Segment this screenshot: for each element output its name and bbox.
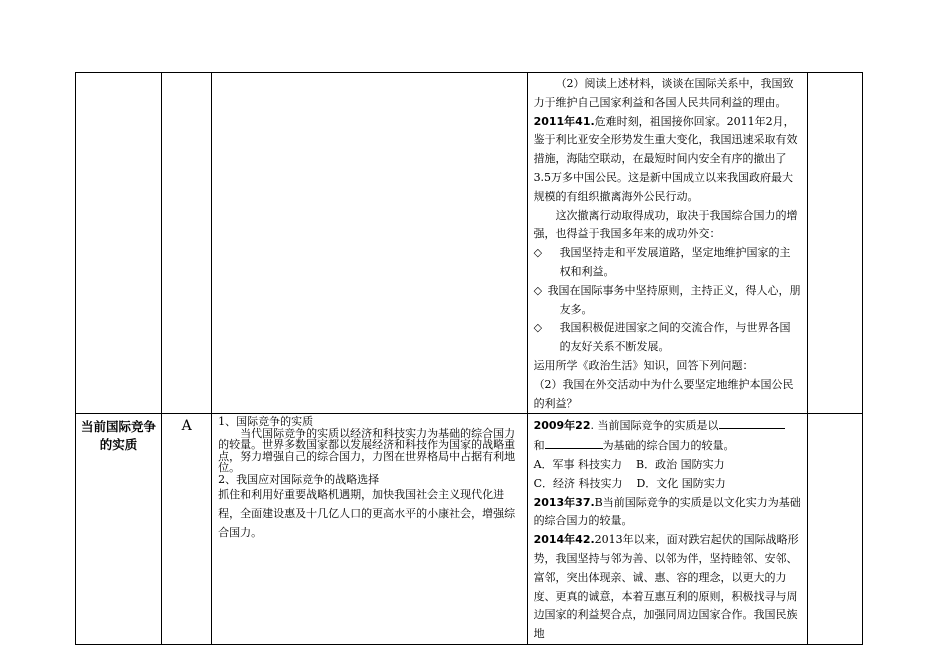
content-heading: 2、我国应对国际竞争的战略选择	[218, 472, 380, 486]
topic-title: 当前国际竞争的实质	[81, 419, 157, 453]
option-b: B．政治 国防实力	[636, 457, 725, 471]
table-row	[76, 73, 863, 414]
option-c: C．经济 科技实力	[533, 476, 623, 490]
content-cell	[212, 73, 527, 414]
answer-blank	[719, 416, 785, 429]
question-sub: （2）我国在外交活动中为什么要坚定地维护本国公民的利益？	[533, 377, 794, 410]
question-year-label: 2014年42.	[533, 533, 595, 547]
table-row	[76, 414, 863, 645]
content-cell	[212, 414, 527, 645]
question-2013: 2013年37.B当前国际竞争的实质是以文化实力为基础的综合国力的较量。	[533, 495, 801, 528]
list-item: ◇ 我国在国际事务中坚持原则，主持正义，得人心，朋友多。	[533, 283, 801, 316]
question-year-label: 2009年22	[533, 419, 591, 433]
question-2009-cont: 和 为基础的综合国力的较量。	[534, 436, 801, 456]
question-2014: 2014年42.2013年以来，面对跌宕起伏的国际战略形势，我国坚持与邻为善、以邻为伴，坚持睦邻、安邻、富邻，突出体现亲、诚、惠、容的理念，以更大的力度、更真的诚意，本着互惠互利的原则，积极找寻与周边国家的利益契合点，加强同周边国家合作。我国民族地	[533, 533, 799, 641]
question-year-label: 2013年37.	[533, 495, 595, 509]
question-year-label: 2011年41.	[533, 114, 595, 128]
list-item: ◇ 我国积极促进国家之间的交流合作，与世界各国的友好关系不断发展。	[533, 321, 791, 354]
question-para: 这次撤离行动取得成功，取决于我国综合国力的增强，也得益于我国多年来的成功外交：	[533, 208, 798, 241]
diamond-icon: ◇	[533, 283, 543, 297]
questions-cell	[527, 73, 807, 414]
diamond-icon: ◇	[533, 321, 543, 335]
question-2009: 2009年22. 当前国际竞争的实质是以	[534, 416, 801, 436]
level-label: A	[181, 418, 192, 435]
answer-blank	[545, 436, 603, 449]
topic-cell	[76, 73, 162, 414]
content-paragraph: 当代国际竞争的实质以经济和科技实力为基础的综合国力的较量。世界多数国家都以发展经济和科技作为国家的战略重点，努力增强自己的综合国力，力图在世界格局中占据有利地位。	[218, 426, 516, 475]
diamond-icon: ◇	[533, 246, 543, 260]
knowledge-table	[75, 72, 863, 645]
question-text: （2）阅读上述材料，谈谈在国际关系中，我国致力于维护自己国家利益和各国人民共同利益的理由。	[533, 77, 794, 109]
questions-cell	[527, 414, 807, 645]
question-body: 危难时刻，祖国接你回家。2011年2月，鉴于利比亚安全形势发生重大变化，我国迅速采取有效措施，海陆空联动，在最短时间内安全有序的撤出了3.5万多中国公民。这是新中国成立以来我国政府最大规模的有组织撤离海外公民行动。	[533, 114, 798, 203]
content-heading: 1、国际竞争的实质	[218, 415, 314, 429]
list-item: ◇ 我国坚持走和平发展道路，坚定地维护国家的主权和利益。	[533, 246, 791, 278]
level-cell	[162, 73, 212, 414]
remark-cell	[807, 73, 862, 414]
remark-cell	[807, 414, 862, 645]
option-a: A．军事 科技实力	[533, 457, 623, 471]
level-cell	[162, 414, 212, 645]
options-row	[534, 475, 801, 494]
question-2011	[534, 113, 801, 207]
options-row	[534, 456, 801, 475]
option-d: D．文化 国防实力	[636, 476, 726, 490]
topic-cell	[76, 414, 162, 645]
content-paragraph: 抓住和利用好重要战略机遇期，加快我国社会主义现代化进程，全面建设惠及十几亿人口的更高水平的小康社会，增强综合国力。	[218, 488, 516, 540]
question-instruction: 运用所学《政治生活》知识，回答下列问题：	[533, 358, 754, 372]
